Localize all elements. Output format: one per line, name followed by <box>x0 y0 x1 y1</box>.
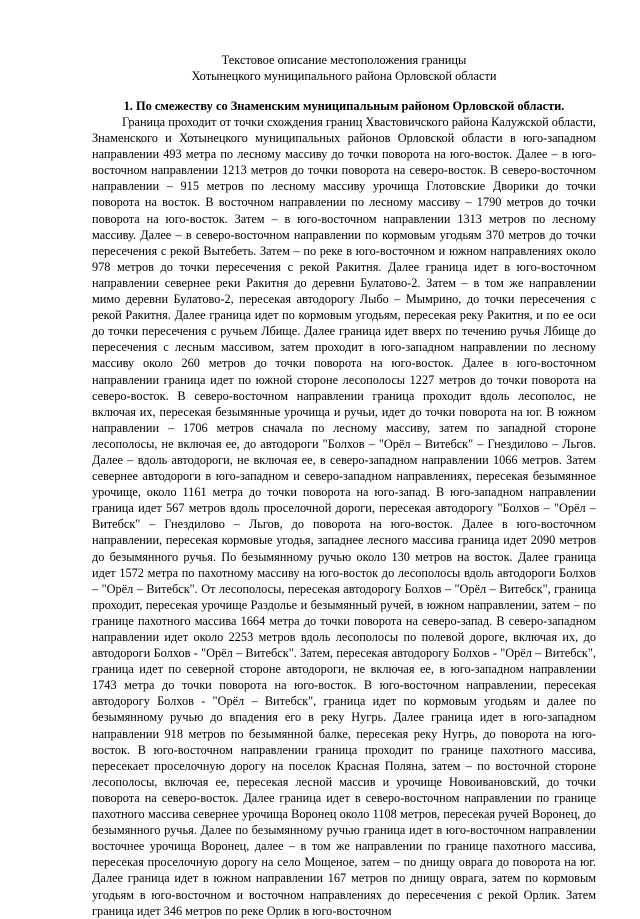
title-line-1: Текстовое описание местоположения границы <box>221 53 467 67</box>
section-heading: 1. По смежеству со Знаменским муниципальным районом Орловской области. <box>123 99 565 113</box>
title-line-2: Хотынецкого муниципального района Орловской области <box>191 69 497 83</box>
body-paragraph: Граница проходит от точки схождения границ Хвастовичского района Калужской области, Знаменского и Хотынецкого муниципальных районов Орловской области в юго-западном направлении 493 метра по лесному массиву до точки поворота на юго-восток. Далее – в юго-восточном направлении 1213 метров до точки поворота на северо-восток. В северо-восточном направлении – 915 метров по лесному массиву урочища Глотовские Дворики до точки поворота на восток. В восточном направлении по лесному массиву – 1790 метров до точки поворота на юго-восток. Затем – в юго-восточном направлении 1313 метров по лесному массиву. Далее – в северо-восточном направлении по кормовым угодьям 370 метров до точки пересечения с рекой Вытебеть. Затем – по реке в юго-восточном и южном направлениях около 978 метров до точки пересечения с рекой Ракитня. Далее граница идет в юго-восточном направлении севернее реки Ракитня до деревни Булатово-2. Затем – в том же направлении мимо деревни Булатово-2, пересекая автодорогу Лыбо – Мымрино, до точки пересечения с рекой Ракитня. Далее граница идет по кормовым угодьям, пересекая реку Ракитня, и по ее оси до точки пересечения с ручьем Лбище. Далее граница идет вверх по течению ручья Лбище до пересечения с лесным массивом, затем проходит в юго-западном направлении по лесному массиву около 260 метров до точки поворота на юго-восток. Далее в юго-восточном направлении граница идет по южной стороне лесополосы 1227 метров до точки поворота на северо-восток. В северо-восточном направлении граница проходит вдоль лесополос, не включая их, пересекая безымянные урочища и ручьи, идет до точки поворота на юг. В южном направлении – 1706 метров сначала по лесному массиву, затем по западной стороне лесополосы, не включая ее, до автодороги "Болхов – "Орёл – Витебск" – Гнездилово – Льгов. Далее – вдоль автодороги, не включая ее, в северо-западном направлении 1066 метров. Затем севернее автодороги в юго-западном и северо-западном направлениях, пересекая безымянное урочище, около 1161 метра до точки поворота на юго-запад. В юго-западном направлении граница идет 567 метров вдоль проселочной дороги, пересекая автодорогу "Болхов – "Орёл – Витебск" – Гнездилово – Льгов, до поворота на юго-восток. Далее в юго-восточном направлении, пересекая кормовые угодья, западнее лесного массива граница идет 2090 метров до безымянного ручья. По безымянному ручью около 130 метров на восток. Далее граница идет 1572 метра по пахотному массиву на юго-восток до лесополосы вдоль автодороги Болхов – "Орёл – Витебск". От лесополосы, пересекая автодорогу Болхов – "Орёл – Витебск", граница проходит, пересекая урочище Раздолье и безымянный ручей, в южном направлении, затем – по границе пахотного массива 1664 метра до точки поворота на северо-запад. В северо-западном направлении идет около 2253 метров вдоль лесополосы по полевой дороге, включая их, до автодороги Болхов - "Орёл – Витебск". Затем, пересекая автодорогу Болхов - "Орёл – Витебск", граница идет по северной стороне автодороги, не включая ее, в юго-западном направлении 1743 метра до точки поворота на юго-восток. В юго-восточном направлении, пересекая автодорогу Болхов - "Орёл – Витебск", граница идет по кормовым угодьям и далее по безымянному ручью до впадения его в реку Нугрь. Далее граница идет в юго-западном направлении 918 метров по безымянной балке, пересекая реку Нугрь, до поворота на юго-восток. В юго-восточном направлении граница проходит по границе пахотного массива, пересекает проселочную дорогу на поселок Красная Поляна, затем – по восточной стороне лесополосы, включая ее, пересекая лесной массив и урочище Новоивановский, до точки поворота на северо-восток. Далее граница идет в северо-восточном направлении по границе пахотного массива севернее урочища Воронец около 1108 метров, пересекая ручей Воронец, до безымянного ручья. Далее по безымянному ручью граница идет в юго-восточном направлении восточнее урочища Воронец, далее – в том же направлении по границе пахотного массива, пересекая проселочную дорогу на село Мощеное, затем – по днищу оврага до поворота на юг. Далее граница идет в южном направлении 167 метров по днищу оврага, затем по кормовым угодьям в юго-восточном и восточном направлениях до пересечения с рекой Орлик. Затем граница идет 346 метров по реке Орлик в юго-восточном <box>92 115 596 918</box>
document-title <box>92 52 596 84</box>
